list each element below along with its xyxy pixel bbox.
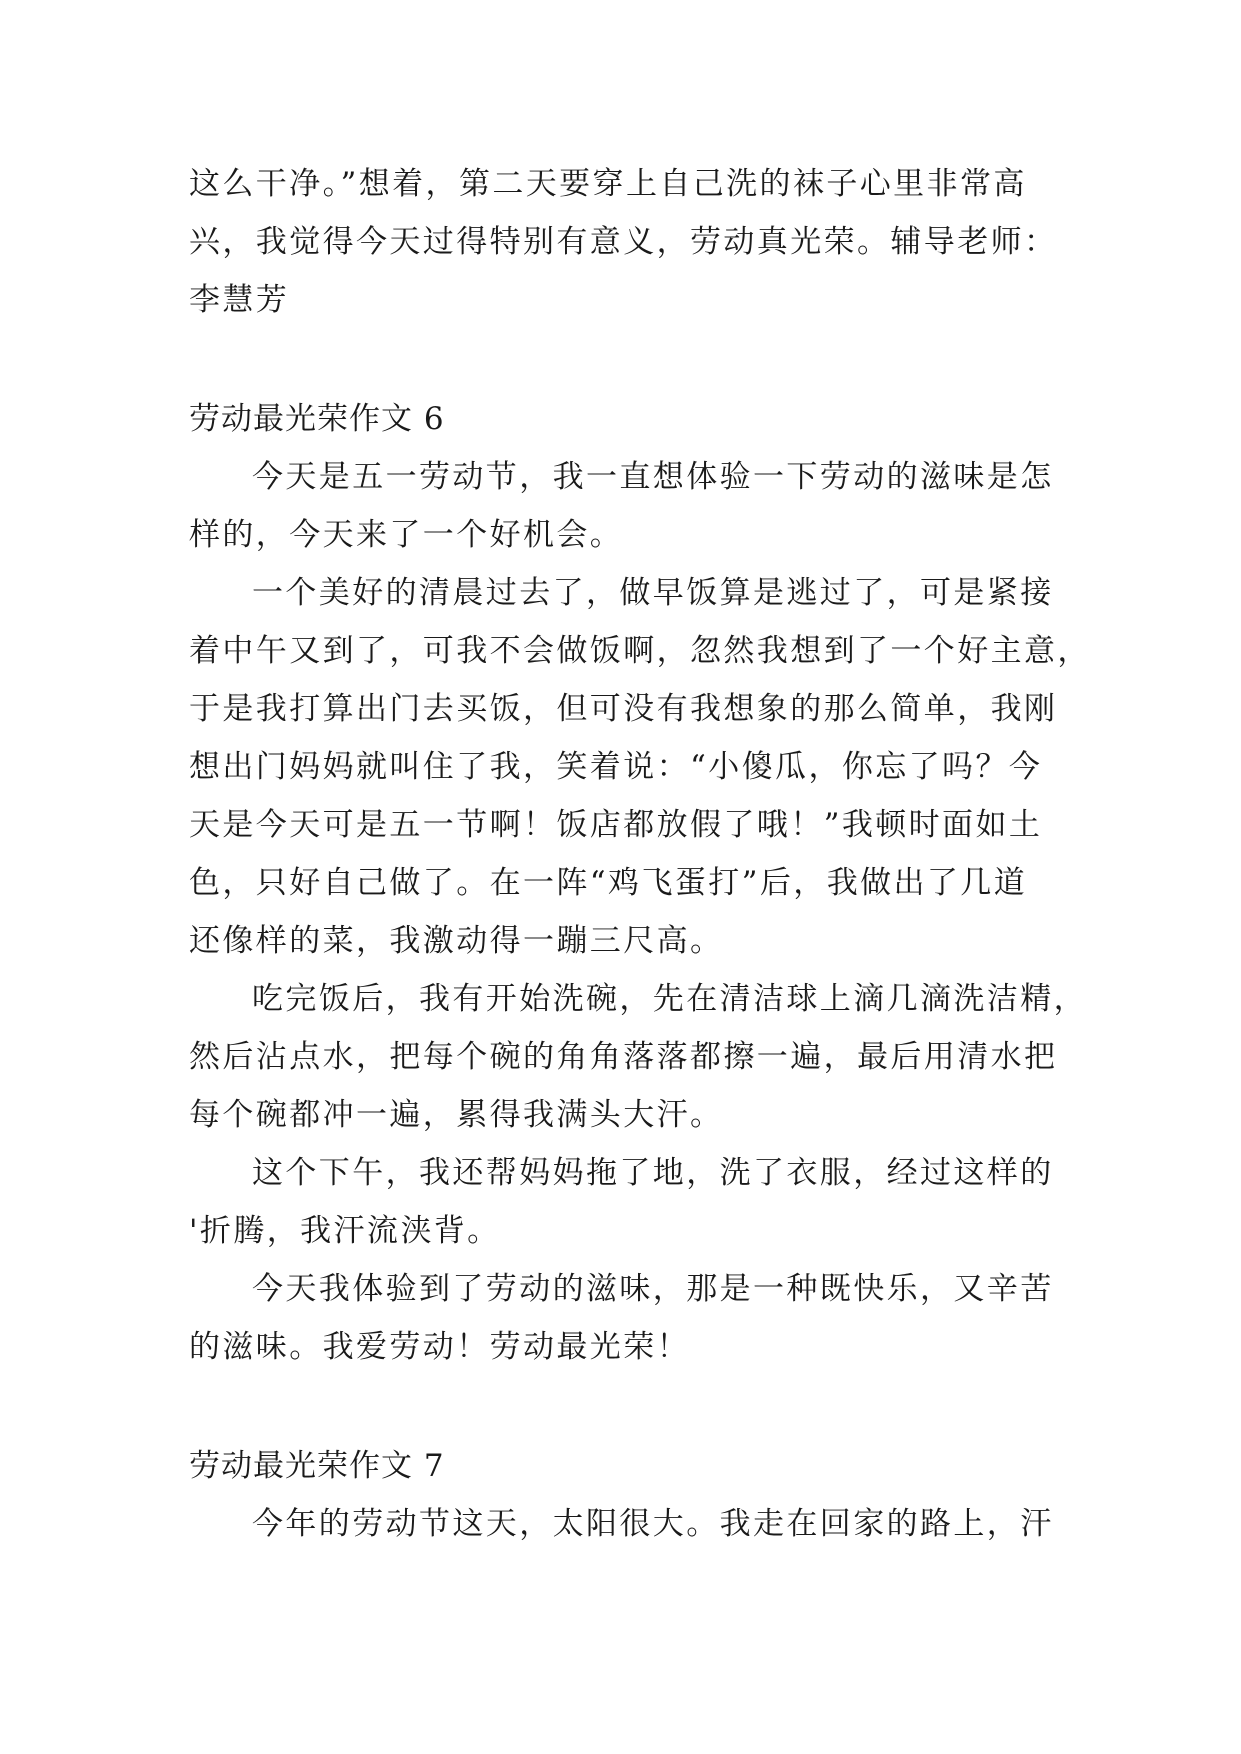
text-line: 然后沾点水，把每个碗的角角落落都擦一遍，最后用清水把	[189, 1039, 1058, 1075]
text-line: 还像样的菜，我激动得一蹦三尺高。	[189, 923, 724, 959]
text-line: 这么干净。”想着，第二天要穿上自己洗的袜子心里非常高	[189, 166, 1027, 202]
section-heading: 劳动最光荣作文 6	[189, 401, 445, 437]
text-line: 的滋味。我爱劳动！劳动最光荣！	[189, 1329, 690, 1365]
text-line: 每个碗都冲一遍，累得我满头大汗。	[189, 1097, 724, 1133]
text-line: 色，只好自己做了。在一阵“鸡飞蛋打”后，我做出了几道	[189, 865, 1028, 901]
text-line: 想出门妈妈就叫住了我，笑着说：“小傻瓜，你忘了吗？今	[189, 749, 1043, 785]
text-line: 着中午又到了，可我不会做饭啊，忽然我想到了一个好主意，	[189, 633, 1091, 669]
text-line: 吃完饭后，我有开始洗碗，先在清洁球上滴几滴洗洁精，	[252, 981, 1087, 1017]
text-line: 今年的劳动节这天，太阳很大。我走在回家的路上，汗	[252, 1506, 1054, 1542]
text-line: 于是我打算出门去买饭，但可没有我想象的那么简单，我刚	[189, 691, 1058, 727]
text-line: 样的，今天来了一个好机会。	[189, 517, 624, 553]
text-line: '折腾，我汗流浃背。	[189, 1213, 501, 1249]
text-line: 兴，我觉得今天过得特别有意义，劳动真光荣。辅导老师：	[189, 224, 1058, 260]
section-heading: 劳动最光荣作文 7	[189, 1448, 445, 1484]
text-line: 今天是五一劳动节，我一直想体验一下劳动的滋味是怎	[252, 459, 1054, 495]
text-line: 一个美好的清晨过去了，做早饭算是逃过了，可是紧接	[252, 575, 1054, 611]
text-line: 天是今天可是五一节啊！饭店都放假了哦！”我顿时面如土	[189, 807, 1043, 843]
text-line: 这个下午，我还帮妈妈拖了地，洗了衣服，经过这样的	[252, 1155, 1054, 1191]
text-line: 今天我体验到了劳动的滋味，那是一种既快乐，又辛苦	[252, 1271, 1054, 1307]
text-line: 李慧芳	[189, 282, 290, 318]
